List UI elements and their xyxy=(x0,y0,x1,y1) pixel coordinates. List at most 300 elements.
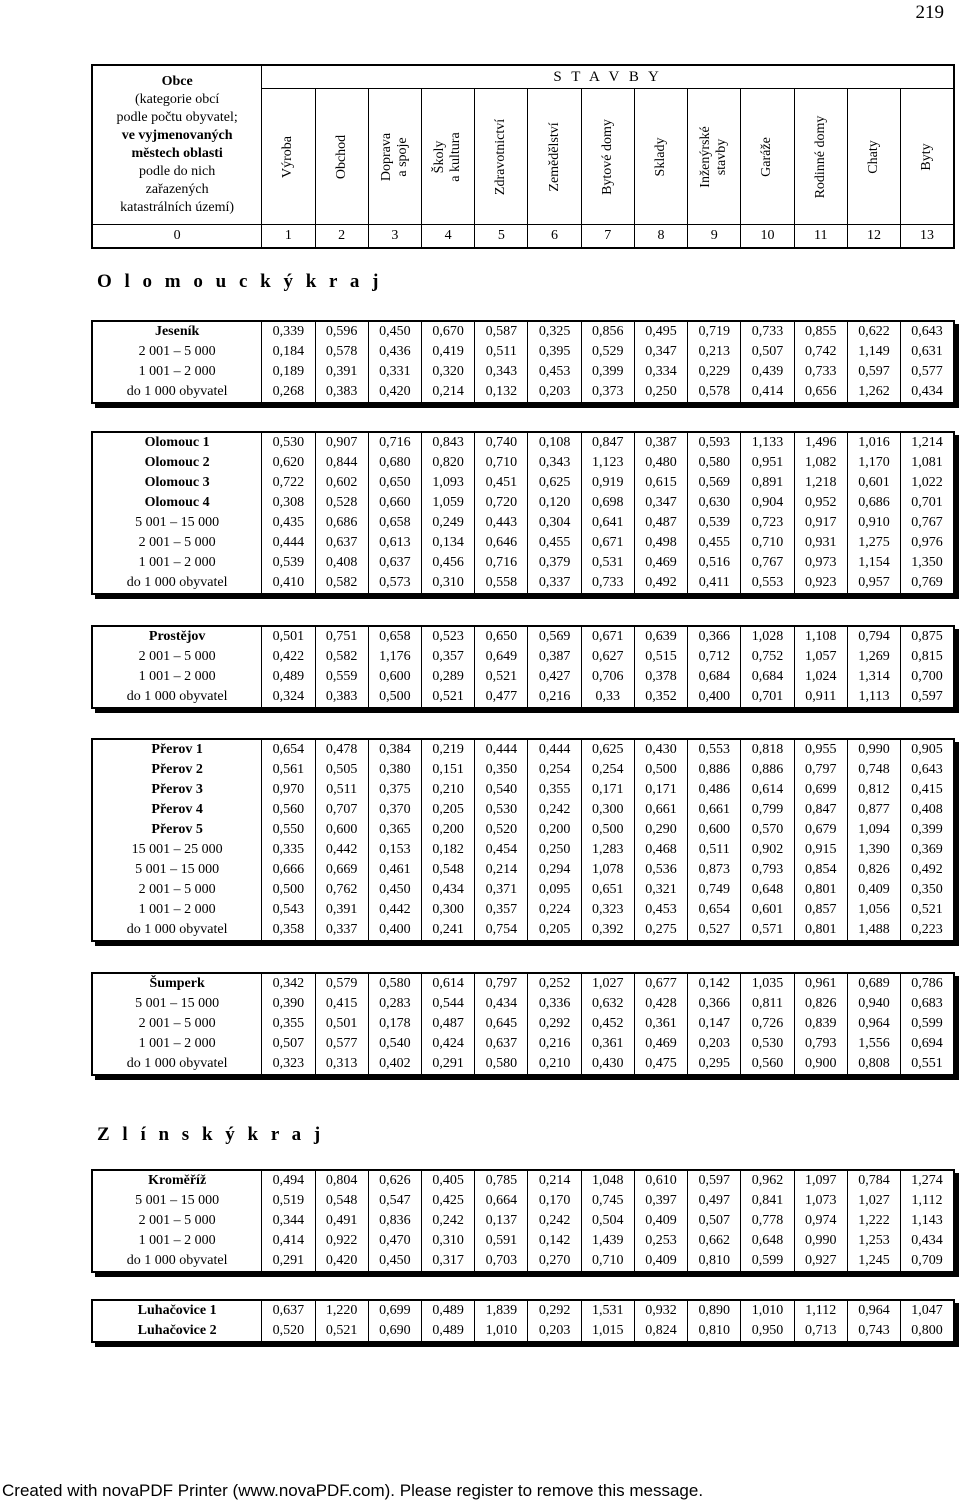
coefficient-cell: 0,291 xyxy=(262,1251,315,1272)
coefficient-cell: 0,254 xyxy=(528,760,581,780)
coefficient-cell: 0,507 xyxy=(262,1034,315,1054)
coefficient-cell: 0,371 xyxy=(475,880,528,900)
coefficient-cell: 0,242 xyxy=(528,800,581,820)
coefficient-cell: 0,455 xyxy=(688,533,741,553)
column-header: Byty xyxy=(901,89,954,225)
coefficient-cell: 1,269 xyxy=(847,647,900,667)
coefficient-cell: 0,578 xyxy=(315,342,368,362)
coefficient-cell: 0,203 xyxy=(528,1321,581,1342)
row-label: do 1 000 obyvatel xyxy=(92,573,262,594)
coefficient-cell: 0,366 xyxy=(688,626,741,647)
coefficient-cell: 0,453 xyxy=(634,900,687,920)
coefficient-cell: 0,940 xyxy=(847,994,900,1014)
coefficient-cell: 1,488 xyxy=(847,920,900,941)
coefficient-cell: 0,357 xyxy=(475,900,528,920)
coefficient-cell: 0,857 xyxy=(794,900,847,920)
coefficient-cell: 0,310 xyxy=(421,1231,474,1251)
footer-watermark: Created with novaPDF Printer (www.novaPDF.com). Please register to remove this message. xyxy=(2,1481,704,1500)
coefficient-cell: 0,414 xyxy=(741,382,794,403)
row-label: 2 001 – 5 000 xyxy=(92,1211,262,1231)
coefficient-cell: 0,684 xyxy=(741,667,794,687)
coefficient-cell: 1,027 xyxy=(581,973,634,994)
coefficient-cell: 0,405 xyxy=(421,1170,474,1191)
coefficient-cell: 0,719 xyxy=(688,321,741,342)
coefficient-cell: 0,497 xyxy=(688,1191,741,1211)
coefficient-cell: 0,242 xyxy=(421,1211,474,1231)
coefficient-cell: 0,579 xyxy=(315,973,368,994)
table-row xyxy=(92,647,954,667)
coefficient-cell: 0,317 xyxy=(421,1251,474,1272)
region-olomoucky: O l o m o u c k ý k r a j xyxy=(97,271,383,292)
coefficient-cell: 0,701 xyxy=(911,495,943,510)
coefficient-cell: 1,218 xyxy=(794,473,847,493)
table-row xyxy=(92,513,954,533)
coefficient-cell: 0,137 xyxy=(475,1211,528,1231)
coefficient-cell: 1,170 xyxy=(847,453,900,473)
coefficient-cell: 0,844 xyxy=(315,453,368,473)
coefficient-cell: 0,383 xyxy=(315,382,368,403)
coefficient-cell: 0,910 xyxy=(847,513,900,533)
coefficient-cell: 1,048 xyxy=(581,1170,634,1191)
coefficient-cell: 1,094 xyxy=(847,820,900,840)
coefficient-cell: 0,686 xyxy=(847,493,900,513)
coefficient-cell: 0,826 xyxy=(847,860,900,880)
coefficient-cell: 0,402 xyxy=(368,1054,421,1075)
coefficient-cell: 0,420 xyxy=(368,382,421,403)
coefficient-cell: 0,411 xyxy=(688,573,741,594)
coefficient-cell: 0,569 xyxy=(688,473,741,493)
coefficient-cell: 1,056 xyxy=(847,900,900,920)
coefficient-cell: 0,955 xyxy=(794,739,847,760)
coefficient-cell: 0,443 xyxy=(475,513,528,533)
coefficient-cell: 0,528 xyxy=(315,493,368,513)
coefficient-cell: 0,500 xyxy=(581,820,634,840)
coefficient-cell: 0,810 xyxy=(688,1321,741,1342)
coefficient-cell: 0,847 xyxy=(794,800,847,820)
coefficient-cell: 0,548 xyxy=(421,860,474,880)
coefficient-cell: 0,599 xyxy=(911,1016,943,1031)
coefficient-cell: 0,387 xyxy=(634,432,687,453)
coefficient-cell: 0,254 xyxy=(581,760,634,780)
table-row xyxy=(92,1170,954,1191)
table-row xyxy=(92,473,954,493)
column-header: Inženýrské stavby xyxy=(688,89,741,225)
coefficient-cell: 0,325 xyxy=(528,321,581,342)
obce-header-line: podle do nich xyxy=(139,164,216,179)
coefficient-cell: 0,369 xyxy=(911,842,943,857)
coefficient-cell: 0,690 xyxy=(368,1321,421,1342)
row-label: Prostějov xyxy=(92,626,262,647)
coefficient-cell: 0,873 xyxy=(688,860,741,880)
coefficient-cell: 0,365 xyxy=(368,820,421,840)
table-row xyxy=(92,880,954,900)
coefficient-cell: 0,184 xyxy=(262,342,315,362)
coefficient-cell: 0,373 xyxy=(581,382,634,403)
coefficient-cell: 0,970 xyxy=(262,780,315,800)
coefficient-cell: 0,214 xyxy=(421,382,474,403)
coefficient-cell: 0,434 xyxy=(421,880,474,900)
coefficient-cell: 0,662 xyxy=(688,1231,741,1251)
coefficient-cell: 0,560 xyxy=(262,800,315,820)
coefficient-cell: 0,200 xyxy=(528,820,581,840)
coefficient-cell: 0,600 xyxy=(688,820,741,840)
coefficient-cell: 0,380 xyxy=(368,760,421,780)
coefficient-cell: 0,409 xyxy=(634,1251,687,1272)
coefficient-cell: 0,952 xyxy=(794,493,847,513)
column-number: 10 xyxy=(741,225,794,249)
coefficient-cell: 0,801 xyxy=(794,920,847,941)
coefficient-cell: 0,219 xyxy=(421,739,474,760)
coefficient-cell: 0,641 xyxy=(581,513,634,533)
row-label: do 1 000 obyvatel xyxy=(92,382,262,403)
table-row xyxy=(92,626,954,647)
coefficient-cell: 0,358 xyxy=(262,920,315,941)
coefficient-cell: 0,527 xyxy=(688,920,741,941)
coefficient-cell: 0,824 xyxy=(634,1321,687,1342)
coefficient-cell: 0,877 xyxy=(847,800,900,820)
coefficient-cell: 0,216 xyxy=(528,1034,581,1054)
row-label: 5 001 – 15 000 xyxy=(92,860,262,880)
coefficient-cell: 0,778 xyxy=(741,1211,794,1231)
coefficient-cell: 0,501 xyxy=(315,1014,368,1034)
coefficient-cell: 0,530 xyxy=(741,1034,794,1054)
coefficient-cell: 1,556 xyxy=(847,1034,900,1054)
coefficient-cell: 0,600 xyxy=(315,820,368,840)
coefficient-cell: 0,452 xyxy=(581,1014,634,1034)
coefficient-cell: 0,424 xyxy=(421,1034,474,1054)
table-row xyxy=(92,900,954,920)
coefficient-cell: 0,450 xyxy=(368,321,421,342)
coefficient-cell: 0,748 xyxy=(847,760,900,780)
coefficient-cell: 0,295 xyxy=(688,1054,741,1075)
coefficient-cell: 0,455 xyxy=(528,533,581,553)
coefficient-cell: 0,242 xyxy=(528,1211,581,1231)
coefficient-cell: 0,600 xyxy=(368,667,421,687)
coefficient-cell: 0,733 xyxy=(741,321,794,342)
table-row xyxy=(92,1251,954,1272)
obce-header-line: podle počtu obyvatel; xyxy=(116,110,238,125)
coefficient-cell: 0,625 xyxy=(528,473,581,493)
coefficient-cell: 0,625 xyxy=(581,739,634,760)
column-header: Školy a kultura xyxy=(421,89,474,225)
coefficient-cell: 0,530 xyxy=(262,432,315,453)
coefficient-cell: 0,785 xyxy=(475,1170,528,1191)
coefficient-cell: 1,047 xyxy=(911,1303,943,1318)
coefficient-cell: 0,767 xyxy=(911,515,943,530)
coefficient-cell: 0,950 xyxy=(741,1321,794,1342)
coefficient-cell: 0,451 xyxy=(475,473,528,493)
coefficient-cell: 0,521 xyxy=(475,667,528,687)
coefficient-cell: 1,314 xyxy=(847,667,900,687)
coefficient-cell: 0,409 xyxy=(634,1211,687,1231)
coefficient-cell: 0,108 xyxy=(528,432,581,453)
coefficient-cell: 0,439 xyxy=(741,362,794,382)
coefficient-cell: 0,132 xyxy=(475,382,528,403)
coefficient-cell: 0,540 xyxy=(475,780,528,800)
coefficient-cell: 0,399 xyxy=(911,822,943,837)
coefficient-cell: 1,081 xyxy=(911,455,943,470)
row-label: Přerov 4 xyxy=(92,800,262,820)
coefficient-cell: 0,500 xyxy=(262,880,315,900)
coefficient-cell: 0,495 xyxy=(634,321,687,342)
coefficient-cell: 0,836 xyxy=(368,1211,421,1231)
coefficient-cell: 1,253 xyxy=(847,1231,900,1251)
coefficient-cell: 0,289 xyxy=(421,667,474,687)
coefficient-cell: 0,875 xyxy=(911,629,943,644)
coefficient-cell: 0,505 xyxy=(315,760,368,780)
coefficient-cell: 0,434 xyxy=(911,384,943,399)
coefficient-cell: 0,550 xyxy=(262,820,315,840)
coefficient-cell: 0,361 xyxy=(581,1034,634,1054)
coefficient-cell: 0,694 xyxy=(911,1036,943,1051)
coefficient-cell: 0,498 xyxy=(634,533,687,553)
coefficient-cell: 0,919 xyxy=(581,473,634,493)
column-number: 6 xyxy=(528,225,581,249)
coefficient-cell: 0,745 xyxy=(581,1191,634,1211)
coefficient-cell: 0,810 xyxy=(688,1251,741,1272)
table-row xyxy=(92,1034,954,1054)
column-number: 9 xyxy=(688,225,741,249)
coefficient-cell: 0,661 xyxy=(688,800,741,820)
coefficient-cell: 0,684 xyxy=(688,667,741,687)
column-number: 5 xyxy=(475,225,528,249)
coefficient-cell: 1,839 xyxy=(475,1300,528,1321)
coefficient-cell: 0,203 xyxy=(688,1034,741,1054)
column-header: Bytové domy xyxy=(581,89,634,225)
coefficient-cell: 0,990 xyxy=(847,739,900,760)
coefficient-cell: 1,057 xyxy=(794,647,847,667)
coefficient-cell: 0,531 xyxy=(581,553,634,573)
coefficient-cell: 0,951 xyxy=(741,453,794,473)
coefficient-cell: 0,839 xyxy=(794,1014,847,1034)
row-label: 15 001 – 25 000 xyxy=(92,840,262,860)
coefficient-cell: 0,521 xyxy=(315,1321,368,1342)
coefficient-cell: 0,290 xyxy=(634,820,687,840)
coefficient-cell: 0,558 xyxy=(475,573,528,594)
coefficient-cell: 0,679 xyxy=(794,820,847,840)
coefficient-cell: 0,270 xyxy=(528,1251,581,1272)
coefficient-cell: 1,015 xyxy=(581,1321,634,1342)
table-row xyxy=(92,840,954,860)
table-row xyxy=(92,994,954,1014)
coefficient-cell: 0,700 xyxy=(911,669,943,684)
coefficient-table xyxy=(91,431,955,595)
coefficient-cell: 0,751 xyxy=(315,626,368,647)
coefficient-cell: 0,613 xyxy=(368,533,421,553)
coefficient-cell: 0,905 xyxy=(911,742,943,757)
coefficient-cell: 0,470 xyxy=(368,1231,421,1251)
coefficient-cell: 0,786 xyxy=(911,976,943,991)
coefficient-cell: 0,649 xyxy=(475,647,528,667)
coefficient-cell: 0,250 xyxy=(634,382,687,403)
coefficient-cell: 0,610 xyxy=(634,1170,687,1191)
coefficient-cell: 0,570 xyxy=(741,820,794,840)
obce-header-line: zařazených xyxy=(145,182,209,197)
coefficient-cell: 0,843 xyxy=(421,432,474,453)
coefficient-cell: 0,841 xyxy=(741,1191,794,1211)
coefficient-cell: 0,200 xyxy=(421,820,474,840)
coefficient-table xyxy=(91,1169,955,1273)
coefficient-cell: 1,439 xyxy=(581,1231,634,1251)
coefficient-cell: 0,571 xyxy=(741,920,794,941)
coefficient-cell: 0,350 xyxy=(911,882,943,897)
coefficient-cell: 0,580 xyxy=(475,1054,528,1075)
coefficient-cell: 0,932 xyxy=(634,1300,687,1321)
row-label: Olomouc 1 xyxy=(92,432,262,453)
coefficient-cell: 0,478 xyxy=(315,739,368,760)
row-label: Přerov 2 xyxy=(92,760,262,780)
coefficient-cell: 0,656 xyxy=(794,382,847,403)
coefficient-cell: 0,631 xyxy=(911,344,943,359)
coefficient-cell: 0,797 xyxy=(475,973,528,994)
table-row xyxy=(92,342,954,362)
coefficient-cell: 0,602 xyxy=(315,473,368,493)
coefficient-cell: 0,639 xyxy=(634,626,687,647)
coefficient-cell: 0,203 xyxy=(528,382,581,403)
coefficient-cell: 0,637 xyxy=(315,533,368,553)
coefficient-cell: 1,028 xyxy=(741,626,794,647)
coefficient-cell: 0,335 xyxy=(262,840,315,860)
coefficient-cell: 0,826 xyxy=(794,994,847,1014)
coefficient-cell: 0,511 xyxy=(315,780,368,800)
row-label: Luhačovice 1 xyxy=(92,1300,262,1321)
coefficient-cell: 1,220 xyxy=(315,1300,368,1321)
coefficient-cell: 0,355 xyxy=(528,780,581,800)
coefficient-cell: 0,392 xyxy=(581,920,634,941)
row-label: do 1 000 obyvatel xyxy=(92,687,262,708)
coefficient-cell: 0,569 xyxy=(528,626,581,647)
coefficient-cell: 0,480 xyxy=(634,453,687,473)
coefficient-cell: 0,523 xyxy=(421,626,474,647)
coefficient-cell: 0,170 xyxy=(528,1191,581,1211)
coefficient-cell: 0,427 xyxy=(528,667,581,687)
obce-header-cell xyxy=(92,65,262,225)
coefficient-cell: 0,399 xyxy=(581,362,634,382)
coefficient-cell: 1,010 xyxy=(741,1300,794,1321)
obce-header-line: Obce xyxy=(161,74,193,89)
row-label: do 1 000 obyvatel xyxy=(92,920,262,941)
coefficient-cell: 1,082 xyxy=(794,453,847,473)
coefficient-cell: 0,500 xyxy=(634,760,687,780)
coefficient-cell: 0,504 xyxy=(581,1211,634,1231)
column-number: 0 xyxy=(92,225,262,249)
coefficient-cell: 0,422 xyxy=(262,647,315,667)
column-header: Garáže xyxy=(741,89,794,225)
coefficient-cell: 0,511 xyxy=(475,342,528,362)
coefficient-cell: 0,511 xyxy=(688,840,741,860)
coefficient-cell: 0,654 xyxy=(688,900,741,920)
coefficient-cell: 0,391 xyxy=(315,362,368,382)
coefficient-cell: 0,754 xyxy=(475,920,528,941)
coefficient-cell: 0,434 xyxy=(911,1233,943,1248)
coefficient-cell: 0,650 xyxy=(475,626,528,647)
table-row xyxy=(92,1014,954,1034)
coefficient-cell: 1,496 xyxy=(794,432,847,453)
coefficient-cell: 0,559 xyxy=(315,667,368,687)
coefficient-cell: 0,539 xyxy=(688,513,741,533)
coefficient-cell: 0,391 xyxy=(315,900,368,920)
coefficient-cell: 0,743 xyxy=(847,1321,900,1342)
coefficient-cell: 0,957 xyxy=(847,573,900,594)
coefficient-cell: 0,530 xyxy=(475,800,528,820)
region-zlinsky: Z l í n s k ý k r a j xyxy=(97,1124,325,1145)
coefficient-cell: 0,337 xyxy=(528,573,581,594)
coefficient-cell: 0,713 xyxy=(794,1321,847,1342)
coefficient-cell: 0,749 xyxy=(688,880,741,900)
column-header: Rodinné domy xyxy=(794,89,847,225)
coefficient-cell: 1,059 xyxy=(421,493,474,513)
coefficient-cell: 0,214 xyxy=(528,1170,581,1191)
coefficient-cell: 0,520 xyxy=(262,1321,315,1342)
coefficient-cell: 0,210 xyxy=(421,780,474,800)
coefficient-cell: 0,990 xyxy=(794,1231,847,1251)
coefficient-cell: 0,643 xyxy=(911,762,943,777)
coefficient-cell: 1,112 xyxy=(794,1300,847,1321)
coefficient-cell: 0,400 xyxy=(368,920,421,941)
coefficient-cell: 0,669 xyxy=(315,860,368,880)
coefficient-cell: 0,415 xyxy=(911,782,943,797)
coefficient-cell: 0,900 xyxy=(794,1054,847,1075)
table-row xyxy=(92,553,954,573)
coefficient-cell: 0,492 xyxy=(634,573,687,594)
coefficient-cell: 0,698 xyxy=(581,493,634,513)
coefficient-cell: 0,769 xyxy=(911,575,943,590)
coefficient-cell: 0,804 xyxy=(315,1170,368,1191)
coefficient-cell: 1,112 xyxy=(911,1193,943,1208)
coefficient-cell: 0,410 xyxy=(262,573,315,594)
coefficient-cell: 0,597 xyxy=(847,362,900,382)
table-row xyxy=(92,760,954,780)
coefficient-cell: 0,922 xyxy=(315,1231,368,1251)
coefficient-cell: 0,784 xyxy=(847,1170,900,1191)
coefficient-cell: 0,964 xyxy=(847,1014,900,1034)
coefficient-cell: 1,350 xyxy=(911,555,943,570)
row-label: Kroměříž xyxy=(92,1170,262,1191)
coefficient-cell: 0,430 xyxy=(581,1054,634,1075)
coefficient-cell: 0,500 xyxy=(368,687,421,708)
coefficient-cell: 0,646 xyxy=(475,533,528,553)
table-row xyxy=(92,667,954,687)
coefficient-cell: 0,361 xyxy=(634,1014,687,1034)
row-label: Přerov 3 xyxy=(92,780,262,800)
coefficient-cell: 0,650 xyxy=(368,473,421,493)
coefficient-cell: 1,390 xyxy=(847,840,900,860)
table-row xyxy=(92,800,954,820)
coefficient-cell: 0,671 xyxy=(581,626,634,647)
coefficient-cell: 1,073 xyxy=(794,1191,847,1211)
coefficient-cell: 0,801 xyxy=(794,880,847,900)
table-row xyxy=(92,739,954,760)
coefficient-cell: 0,793 xyxy=(741,860,794,880)
coefficient-cell: 0,434 xyxy=(475,994,528,1014)
obce-header-line: katastrálních území) xyxy=(120,200,235,215)
coefficient-cell: 0,408 xyxy=(315,553,368,573)
coefficient-cell: 0,408 xyxy=(911,802,943,817)
coefficient-cell: 0,626 xyxy=(368,1170,421,1191)
coefficient-cell: 0,582 xyxy=(315,573,368,594)
coefficient-cell: 0,347 xyxy=(634,342,687,362)
coefficient-cell: 0,420 xyxy=(315,1251,368,1272)
coefficient-cell: 0,519 xyxy=(262,1191,315,1211)
coefficient-cell: 0,384 xyxy=(368,739,421,760)
coefficient-cell: 0,323 xyxy=(262,1054,315,1075)
coefficient-cell: 0,637 xyxy=(475,1034,528,1054)
coefficient-cell: 0,428 xyxy=(634,994,687,1014)
coefficient-cell: 0,343 xyxy=(528,453,581,473)
coefficient-cell: 0,716 xyxy=(368,432,421,453)
row-label: do 1 000 obyvatel xyxy=(92,1054,262,1075)
coefficient-cell: 0,597 xyxy=(911,689,943,704)
